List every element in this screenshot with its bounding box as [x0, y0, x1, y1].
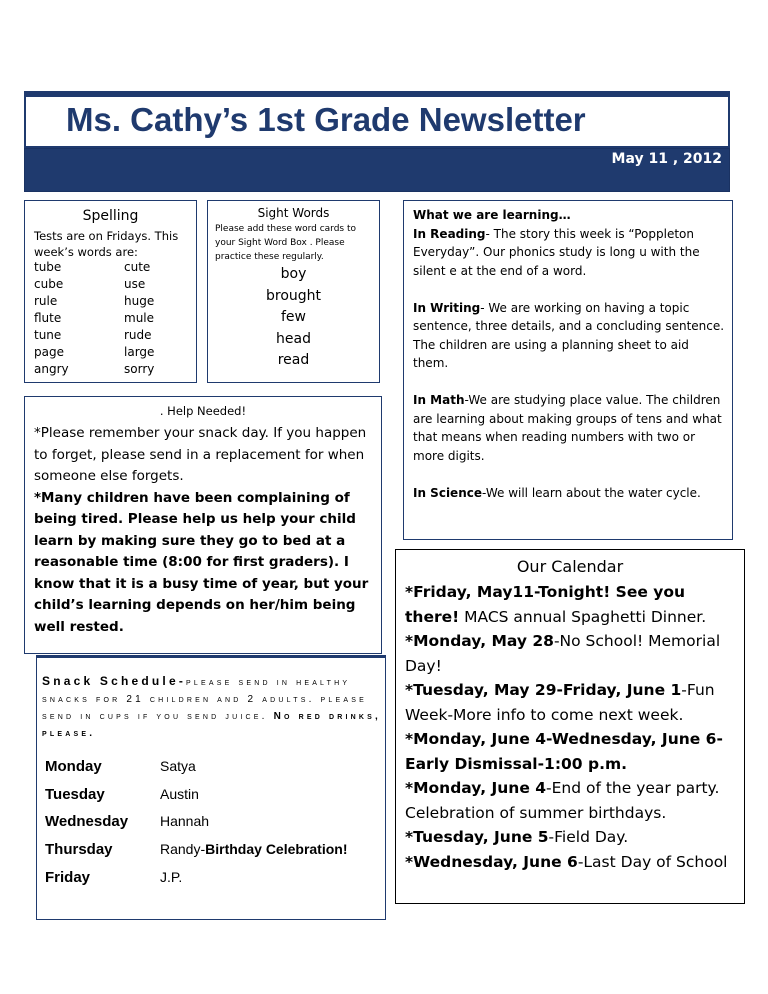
sight-words-list	[207, 264, 380, 372]
math-text: -We are studying place value. The children are learning about making groups of tens and what that means when reading numbers with two or more digits.	[413, 393, 722, 463]
calendar-event	[405, 580, 741, 629]
spelling-word: mule	[124, 311, 155, 325]
spelling-word: huge	[124, 294, 155, 308]
spelling-word: flute	[34, 311, 62, 325]
science-text: -We will learn about the water cycle.	[482, 485, 701, 500]
snack-reminder: *Please remember your snack day. If you happen to forget, please send in a replacement for when someone else forgets.	[34, 425, 367, 484]
help-needed-text	[34, 423, 379, 638]
snack-day: Monday	[45, 758, 102, 775]
sight-word: few	[281, 309, 306, 325]
reading-text: - The story this week is “Poppleton Everyday”. Our phonics study is long u with the silent e at the end of a word.	[413, 226, 700, 278]
spelling-word: rule	[34, 294, 58, 308]
math-paragraph	[413, 391, 727, 465]
calendar-event	[405, 727, 741, 776]
spelling-word: angry	[34, 362, 69, 376]
calendar-event	[405, 678, 741, 727]
writing-paragraph	[413, 299, 727, 373]
event-text: -Last Day of School	[577, 852, 728, 871]
bedtime-reminder: *Many children have been complaining of being tired. Please help us help your child learn by making sure they go to bed at a reasonable time (8:00 for first graders). I know that it is a busy time of year, but your child’s learning depends on her/him being well rested.	[34, 489, 369, 635]
sight-word: brought	[265, 287, 322, 304]
snack-name: Satya	[160, 758, 196, 774]
writing-text: - We are working on having a topic sentence, three details, and a concluding sentence. The children are using a planning sheet to aid them.	[413, 300, 725, 370]
snack-name: J.P.	[160, 869, 183, 885]
science-label: In Science	[413, 485, 482, 500]
sight-words-title: Sight Words	[257, 206, 330, 220]
sight-word: read	[277, 352, 310, 368]
spelling-intro: Tests are on Fridays. This week’s words are:	[34, 229, 179, 259]
spelling-word: cute	[124, 260, 151, 274]
snack-day: Friday	[45, 869, 91, 886]
event-date: *Tuesday, June 5	[405, 828, 549, 846]
event-date: *Tuesday, May 29-Friday, June 1	[405, 681, 682, 699]
sight-word: boy	[280, 266, 307, 282]
calendar-event	[405, 825, 741, 850]
snack-day: Tuesday	[45, 786, 105, 803]
spelling-word: sorry	[124, 362, 155, 376]
event-text: -Field Day.	[548, 828, 629, 846]
reading-label: In Reading	[413, 226, 486, 241]
math-label: In Math	[413, 393, 465, 407]
event-date: *Monday, June 4	[405, 779, 547, 797]
event-date: *Monday, June 4-Wednesday, June 6-Early Dismissal-1:00 p.m.	[405, 730, 723, 773]
snack-day: Thursday	[45, 841, 113, 858]
snack-name-text: Randy-	[160, 841, 206, 857]
event-text: -Fun Week-More info to come next week.	[405, 681, 715, 724]
calendar-event	[405, 629, 741, 678]
calendar-events	[405, 580, 741, 874]
event-text: -End of the year party. Celebration of summer birthdays.	[405, 779, 720, 822]
snack-title: Snack Schedule-	[42, 674, 187, 688]
calendar-event	[405, 776, 741, 825]
spelling-word: use	[124, 277, 146, 291]
snack-extra: Birthday Celebration!	[205, 841, 348, 857]
spelling-word: large	[124, 345, 155, 359]
event-text: -No School! Memorial Day!	[405, 632, 721, 675]
learning-content	[413, 206, 727, 521]
writing-label: In Writing	[413, 300, 481, 315]
event-date: *Friday, May11-Tonight! See you there!	[405, 583, 686, 626]
newsletter-title: Ms. Cathy’s 1st Grade Newsletter	[66, 101, 586, 138]
snack-day: Wednesday	[45, 813, 129, 830]
spelling-title: Spelling	[82, 208, 139, 224]
snack-note: No red drinks, please.	[42, 711, 382, 739]
reading-paragraph	[413, 225, 727, 281]
snack-intro	[42, 673, 382, 742]
spelling-word: cube	[34, 277, 64, 291]
spelling-word: page	[34, 345, 64, 359]
learning-heading: What we are learning…	[413, 208, 571, 222]
event-text: MACS annual Spaghetti Dinner.	[459, 607, 707, 626]
calendar-event	[405, 850, 741, 875]
spelling-word: tune	[34, 328, 62, 342]
snack-name	[160, 841, 348, 857]
spelling-word: tube	[34, 260, 62, 274]
snack-name: Hannah	[160, 813, 210, 829]
newsletter-date: May 11 , 2012	[611, 151, 722, 167]
event-date: *Wednesday, June 6	[405, 852, 578, 871]
sight-words-intro: Please add these word cards to your Sight Word Box . Please practice these regularly.	[215, 224, 357, 262]
spelling-word: rude	[124, 328, 152, 342]
snack-instructions: please send in healthy snacks for 21 children and 2 adults. please send in cups if you send juice.	[42, 677, 367, 722]
event-date: *Monday, May 28	[405, 632, 554, 650]
science-paragraph	[413, 484, 727, 503]
sight-word: head	[276, 330, 311, 347]
snack-name: Austin	[160, 786, 199, 802]
help-needed-title: . Help Needed!	[159, 404, 247, 418]
calendar-title: Our Calendar	[516, 557, 624, 576]
